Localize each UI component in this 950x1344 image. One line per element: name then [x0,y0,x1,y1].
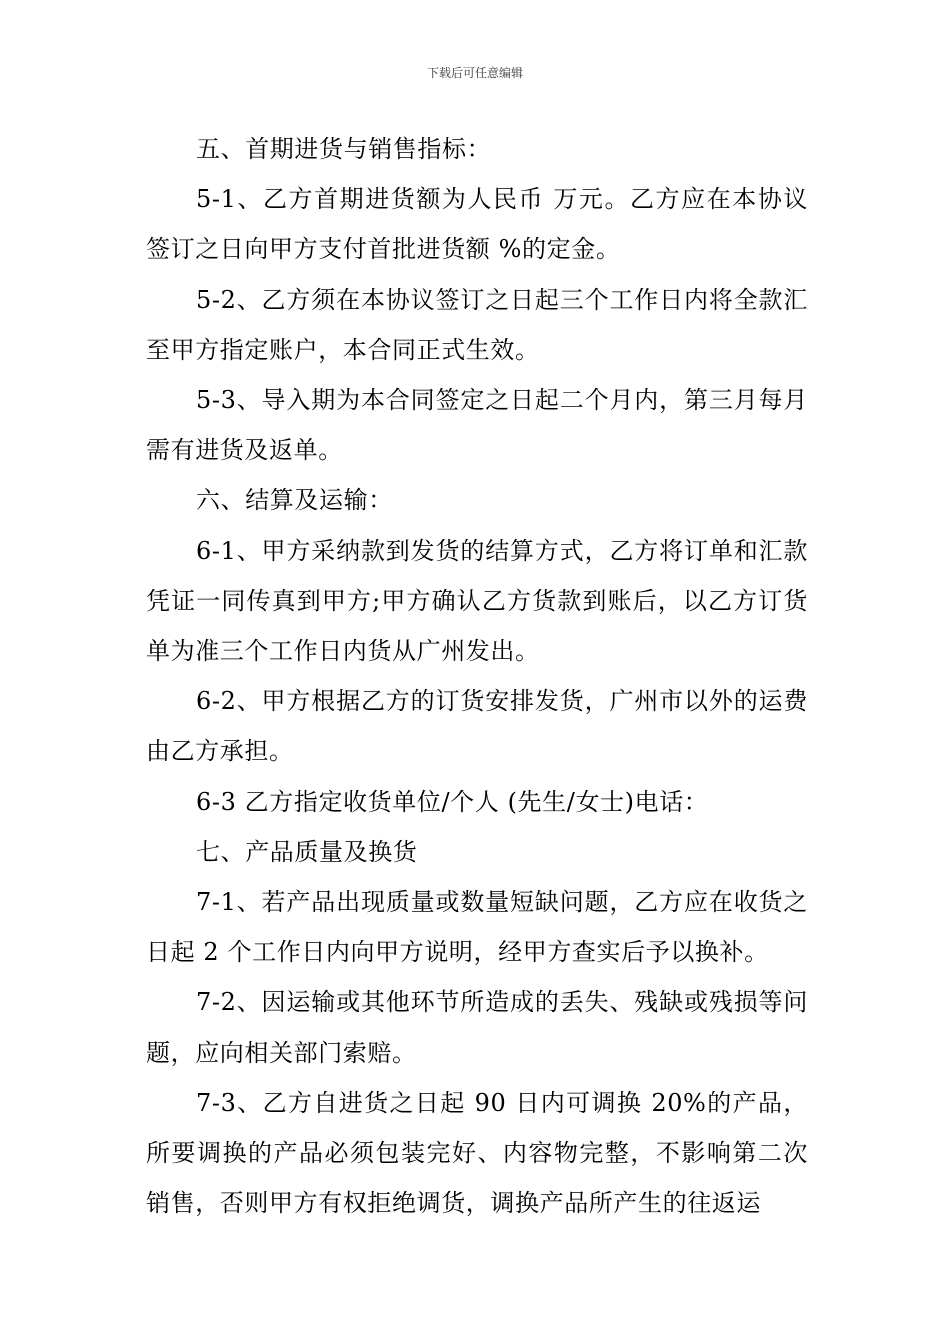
section-heading-5: 五、首期进货与销售指标： [196,135,492,163]
clause-5-1: 5-1、乙方首期进货额为人民币 万元。乙方应在本协议签订之日向甲方支付首批进货额 %的定金。 [146,185,808,264]
clause-5-2: 5-2、乙方须在本协议签订之日起三个工作日内将全款汇至甲方指定账户，本合同正式生效。 [146,285,808,364]
clause-6-3: 6-3 乙方指定收货单位/个人 (先生/女士)电话： [196,787,709,816]
clause-6-1: 6-1、甲方采纳款到发货的结算方式，乙方将订单和汇款凭证一同传真到甲方;甲方确认乙方货款到账后，以乙方订货单为准三个工作日内货从广州发出。 [146,536,808,666]
document-body [146,124,808,1228]
clause-7-2: 7-2、因运输或其他环节所造成的丢失、残缺或残损等问题，应向相关部门索赔。 [146,988,808,1067]
clause-7-1: 7-1、若产品出现质量或数量短缺问题，乙方应在收货之日起 2 个工作日内向甲方说明，经甲方查实后予以换补。 [146,888,808,967]
page-header-note: 下载后可任意编辑 [426,66,523,80]
section-heading-6: 六、结算及运输： [196,486,393,515]
clause-5-3: 5-3、导入期为本合同签定之日起二个月内，第三月每月需有进货及返单。 [146,386,808,465]
clause-6-2: 6-2、甲方根据乙方的订货安排发货，广州市以外的运费由乙方承担。 [146,687,808,766]
clause-7-3: 7-3、乙方自进货之日起 90 日内可调换 20%的产品，所要调换的产品必须包装完好、内容物完整，不影响第二次销售，否则甲方有权拒绝调货，调换产品所产生的往返运 [146,1088,808,1218]
section-heading-7: 七、产品质量及换货 [196,837,418,866]
